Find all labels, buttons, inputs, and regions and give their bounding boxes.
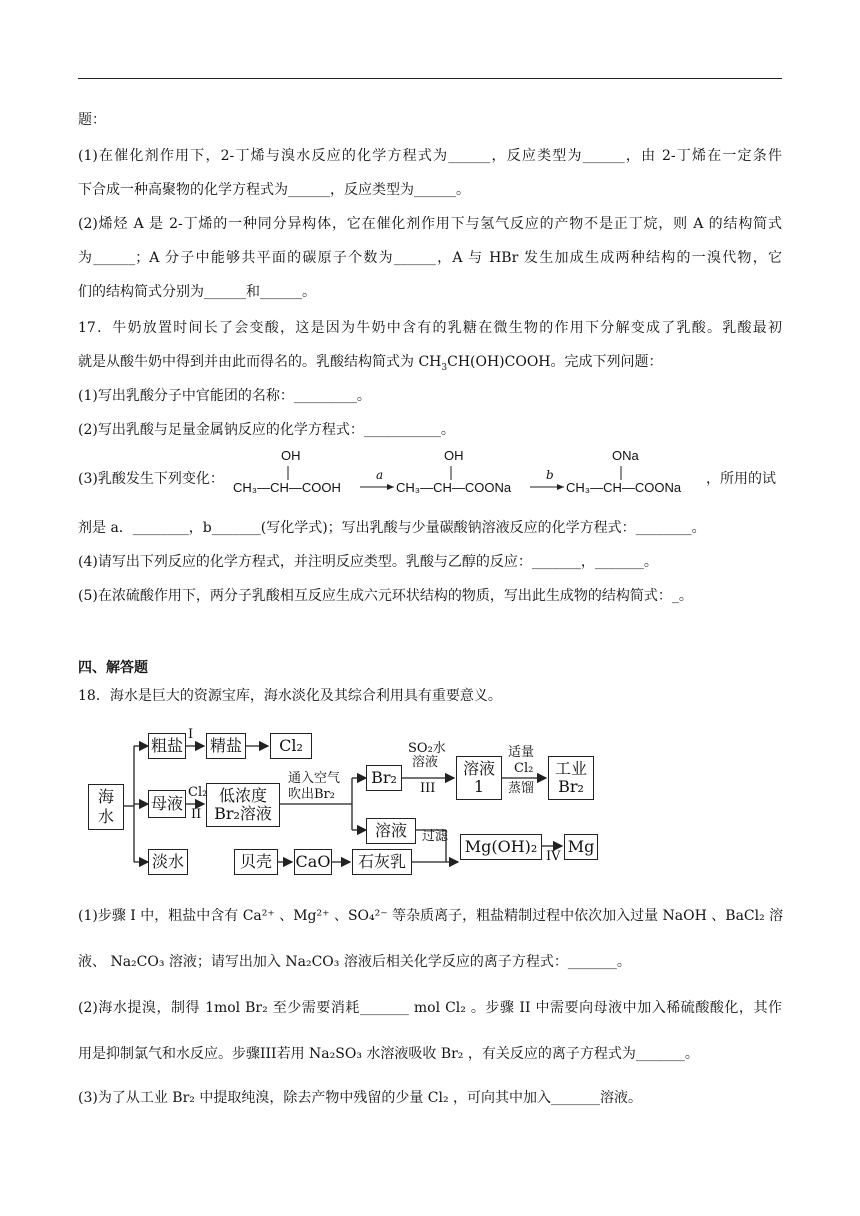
box-seawater: 海水 <box>88 784 124 830</box>
q17-p1: (1)写出乳酸分子中官能团的名称：_________。 <box>78 388 371 404</box>
q17-p3-prefix: (3)乳酸发生下列变化： <box>78 471 224 487</box>
box-shell: 贝壳 <box>234 849 278 875</box>
label-step4: IV <box>546 849 561 864</box>
q17-p4: (4)请写出下列反应的化学方程式，并注明反应类型。乳酸与乙醇的反应：_______，_______。 <box>78 554 658 570</box>
q16-p2-line-c: 们的结构简式分别为______和______。 <box>78 284 316 300</box>
s1-formula: CH₃—CH—COOH <box>233 480 341 495</box>
label-step2-reagent: Cl₂ <box>188 785 208 800</box>
box-refined-salt: 精盐 <box>206 733 246 759</box>
label-blow-a: 通入空气 <box>288 771 341 786</box>
label-step3: III <box>420 781 436 796</box>
q17-reaction-scheme <box>78 444 782 496</box>
q18-p1-line-a: (1)步骤 I 中，粗盐中含有 Ca²⁺ 、Mg²⁺ 、SO₄²⁻ 等杂质离子，粗盐精制过程中依次加入过量 NaOH 、BaCl₂ 溶 <box>78 908 784 924</box>
box-solution: 溶液 <box>366 818 416 844</box>
box-solution-1: 溶液 1 <box>456 756 502 800</box>
s3-formula: CH₃—CH—COONa <box>566 480 682 495</box>
q18-p2-line-b: 用是抑制氯气和水反应。步骤III若用 Na₂SO₃ 水溶液吸收 Br₂ ，有关反应的离子方程式为_______。 <box>78 1046 699 1062</box>
label-step1: I <box>188 727 194 742</box>
box-industrial-br2: 工业 Br₂ <box>548 756 594 800</box>
s2-formula: CH₃—CH—COONa <box>396 480 512 495</box>
header-rule <box>78 78 782 79</box>
q18-intro: 18．海水是巨大的资源宝库，海水淡化及其综合利用具有重要意义。 <box>78 688 502 704</box>
label-filter: 过滤 <box>422 829 449 844</box>
s3-ona: ONa <box>612 448 639 463</box>
label-cl2-b: Cl₂ <box>514 761 534 776</box>
box-mg: Mg <box>564 834 598 860</box>
box-crude-salt: 粗盐 <box>148 733 186 759</box>
s2-oh: OH <box>444 448 464 463</box>
label-so2-b: 溶液 <box>412 755 439 770</box>
q16-p2-line-b: 为______；A 分子中能够共平面的碳原子个数为______，A 与 HBr 发生加成生成两种结构的一溴代物，它 <box>78 250 782 266</box>
q18-p1-line-b: 液、 Na₂CO₃ 溶液；请写出加入 Na₂CO₃ 溶液后相关化学反应的离子方程式：_______。 <box>78 954 631 970</box>
section-heading: 四、解答题 <box>78 660 148 676</box>
q18-p2-line-a: (2)海水提溴，制得 1mol Br₂ 至少需要消耗_______ mol Cl₂ 。步骤 II 中需要向母液中加入稀硫酸酸化，其作 <box>78 1000 782 1016</box>
q16-p1-line-a: (1)在催化剂作用下，2-丁烯与溴水反应的化学方程式为______，反应类型为______，由 2-丁烯在一定条件 <box>78 148 782 164</box>
q17-p3-cont: 剂是 a．________，b_______(写化学式)；写出乳酸与少量碳酸钠溶液反应的化学方程式：________。 <box>78 520 706 536</box>
q17-p5: (5)在浓硫酸作用下，两分子乳酸相互反应生成六元环状结构的物质，写出此生成物的结构简式：_。 <box>78 588 693 604</box>
box-fresh-water: 淡水 <box>148 849 188 875</box>
q17-intro-line-a: 17．牛奶放置时间长了会变酸，这是因为牛奶中含有的乳糖在微生物的作用下分解变成了乳酸。乳酸最初 <box>78 320 782 336</box>
s1-oh: OH <box>281 448 301 463</box>
arrow-a-label: a <box>376 468 384 482</box>
box-cl2: Cl₂ <box>270 733 312 759</box>
q16-p1-line-b: 下合成一种高聚物的化学方程式为______，反应类型为______。 <box>78 182 470 198</box>
box-cao: CaO <box>294 849 332 875</box>
q16-p2-line-a: (2)烯烃 A 是 2-丁烯的一种同分异构体，它在催化剂作用下与氢气反应的产物不是正丁烷，则 A 的结构简式 <box>78 216 782 232</box>
q18-p3: (3)为了从工业 Br₂ 中提取纯溴，除去产物中残留的少量 Cl₂ ，可向其中加入_______溶液。 <box>78 1090 643 1106</box>
seawater-flow-diagram <box>88 728 608 878</box>
q17-p3-suffix: ，所用的试 <box>706 471 776 487</box>
label-step2: II <box>191 807 202 822</box>
reaction-bonds <box>78 444 782 496</box>
box-mother-liquor: 母液 <box>148 790 186 818</box>
label-cl2-a: 适量 <box>508 745 535 760</box>
arrow-b-label: b <box>546 468 554 482</box>
q17-intro-line-b: 就是从酸牛奶中得到并由此而得名的。乳酸结构简式为 $CH_3CH(OH)COOH$。完成下列问题： <box>78 354 663 373</box>
box-br2: Br₂ <box>366 765 402 791</box>
q17-p2: (2)写出乳酸与足量金属钠反应的化学方程式：___________。 <box>78 422 455 438</box>
box-low-br2: 低浓度 Br₂溶液 <box>206 783 280 827</box>
label-blow-b: 吹出Br₂ <box>288 787 335 802</box>
box-lime-milk: 石灰乳 <box>352 849 412 875</box>
top-fragment: 题： <box>78 112 106 128</box>
label-so2-a: SO₂水 <box>408 741 446 756</box>
box-mgoh2: Mg(OH)₂ <box>460 834 542 860</box>
label-distill: 蒸馏 <box>508 781 535 796</box>
